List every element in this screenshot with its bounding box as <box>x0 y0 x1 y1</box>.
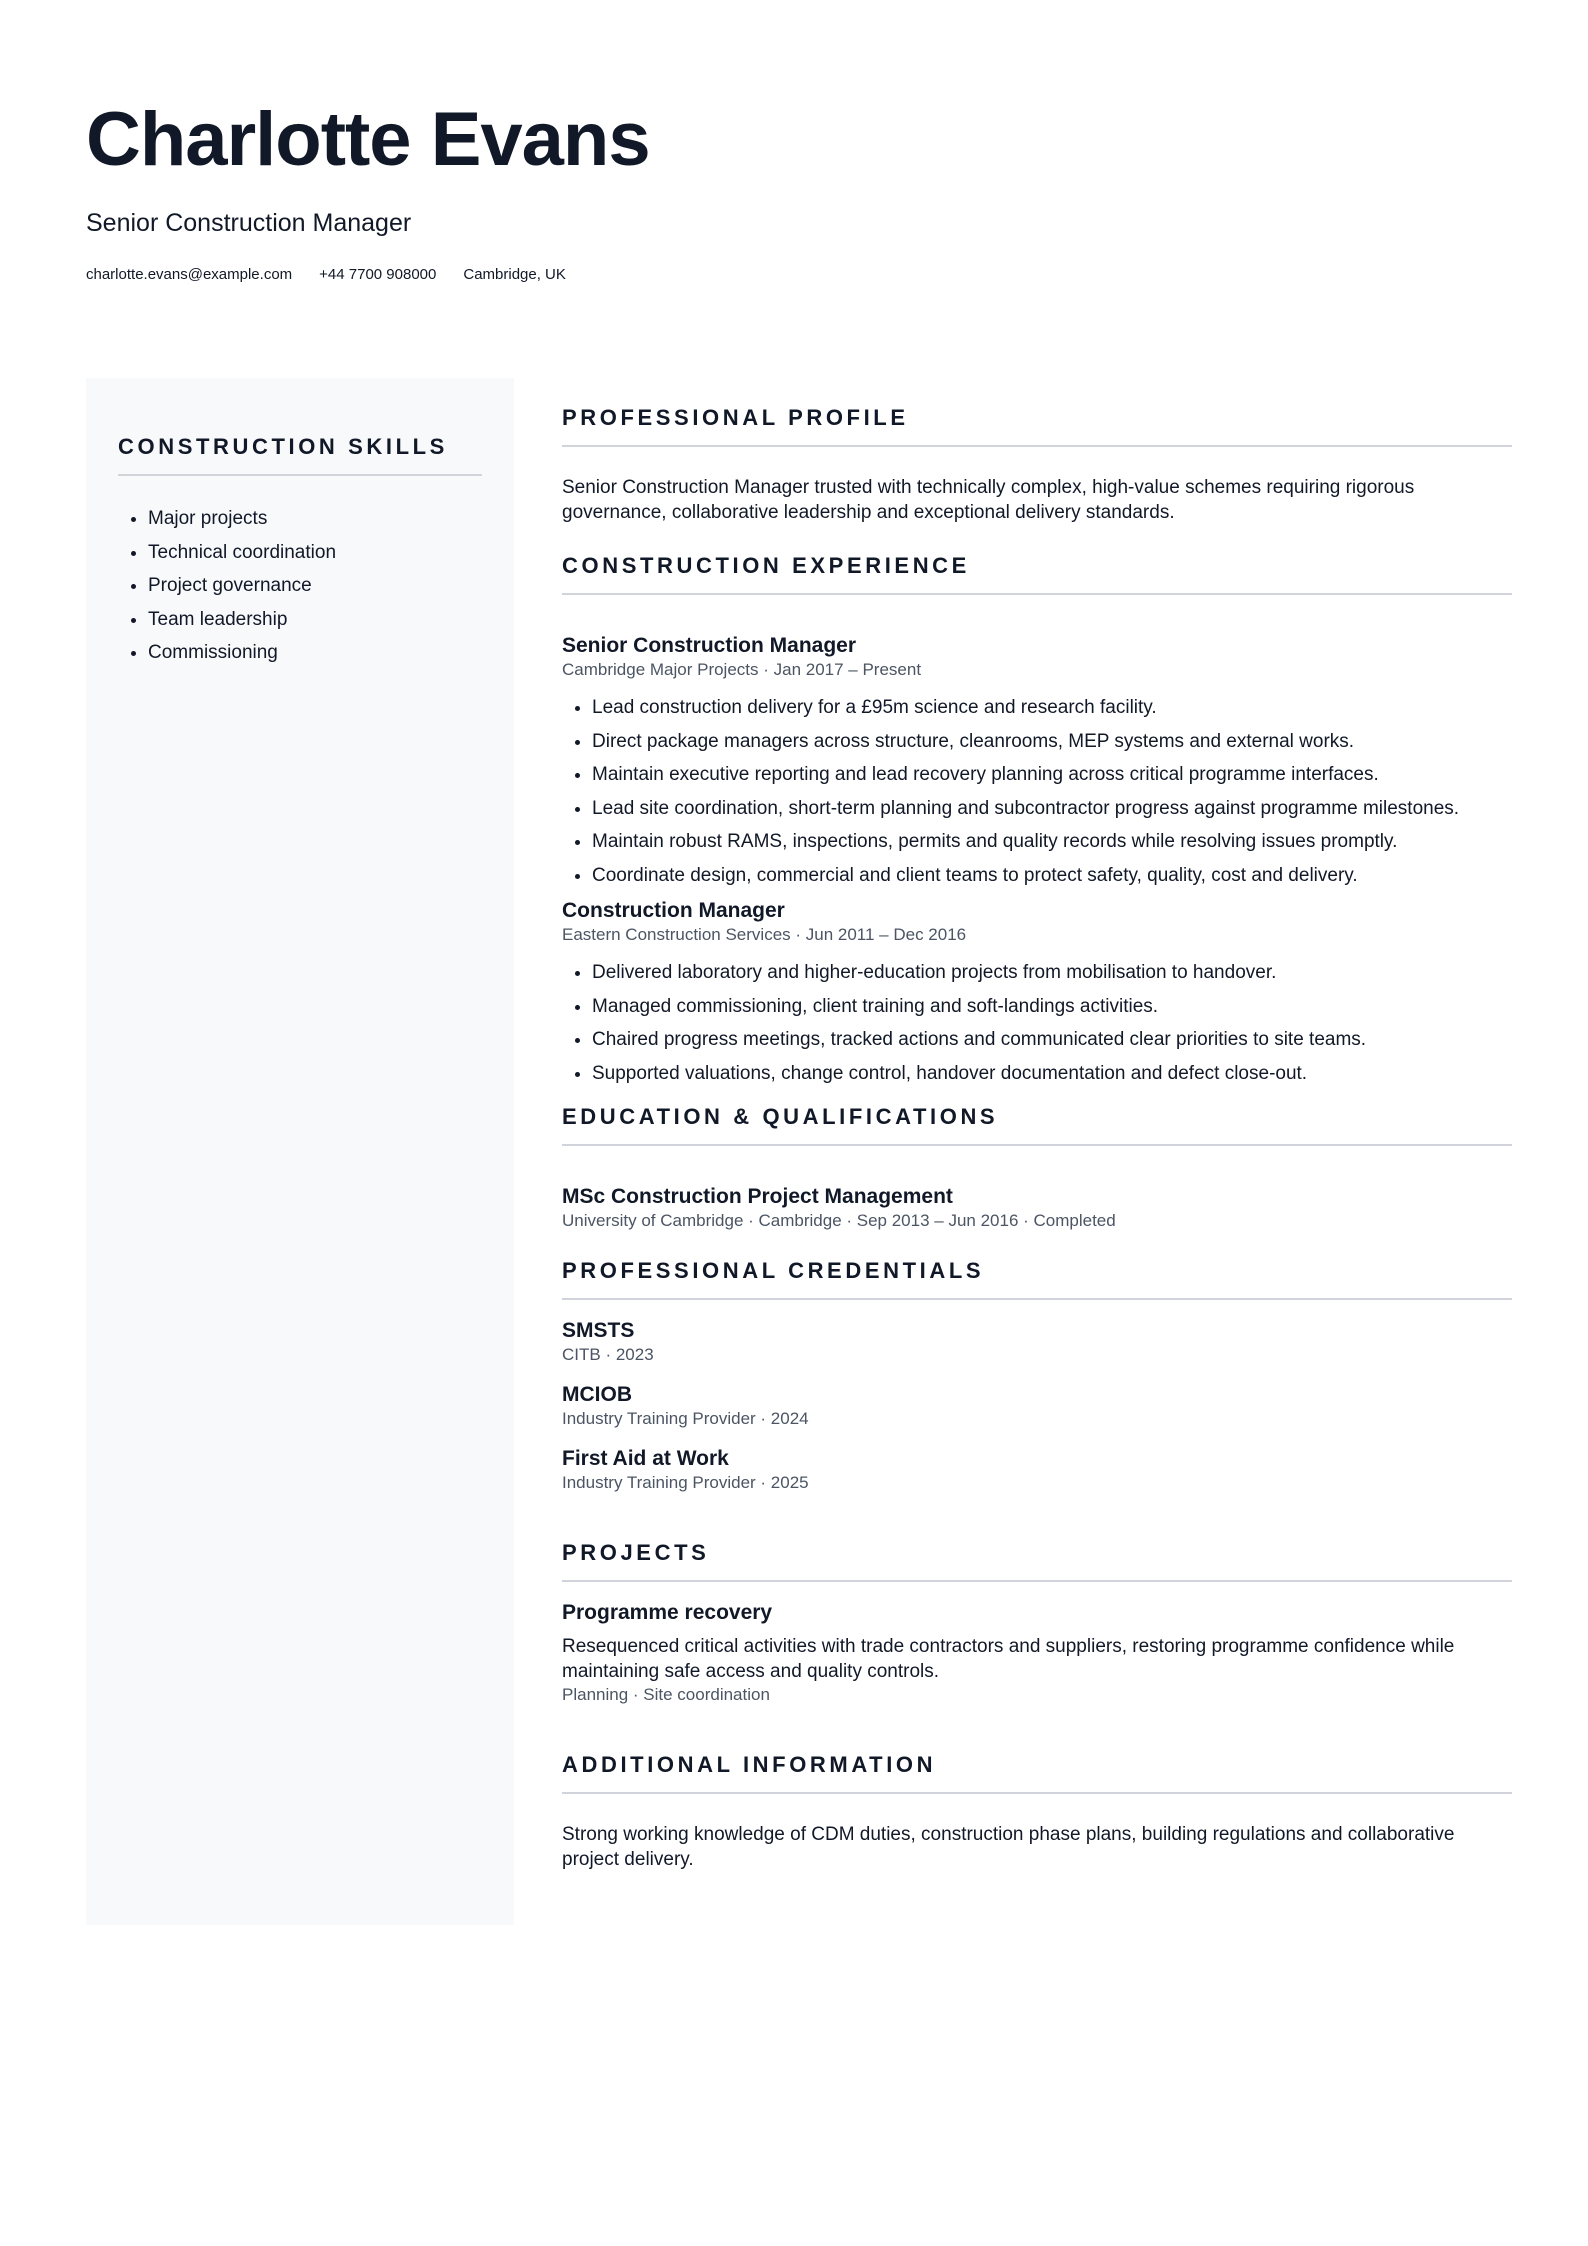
experience-section <box>562 553 1512 1086</box>
job-bullets <box>562 960 1512 1086</box>
skill-item: • Technical coordination <box>148 536 482 570</box>
job-bullet: • Lead construction delivery for a £95m science and research facility. <box>592 695 1512 720</box>
skill-item: • Project governance <box>148 569 482 603</box>
degree-meta: University of Cambridge · Cambridge · Sep 2013 – Jun 2016 · Completed <box>562 1210 1116 1230</box>
contact-row <box>86 266 650 284</box>
candidate-name: Charlotte Evans <box>86 97 650 182</box>
credential-meta: Industry Training Provider · 2024 <box>562 1408 809 1428</box>
credential-name: First Aid at Work <box>562 1446 729 1470</box>
credential-name: MCIOB <box>562 1382 632 1406</box>
credentials-section <box>562 1258 1512 1494</box>
project-tags: Planning · Site coordination <box>562 1684 770 1704</box>
job-bullet: • Managed commissioning, client training and soft-landings activities. <box>592 994 1512 1019</box>
credentials-heading: PROFESSIONAL CREDENTIALS <box>562 1258 1512 1300</box>
contact-location: Cambridge, UK <box>463 266 566 283</box>
sidebar <box>86 378 514 1925</box>
job-bullet: • Supported valuations, change control, handover documentation and defect close-out. <box>592 1061 1512 1086</box>
projects-section <box>562 1540 1512 1706</box>
job-meta: Cambridge Major Projects · Jan 2017 – Present <box>562 660 922 679</box>
job-bullets <box>562 695 1512 888</box>
experience-heading: CONSTRUCTION EXPERIENCE <box>562 553 1512 595</box>
credential-name: SMSTS <box>562 1318 635 1342</box>
job-meta: Eastern Construction Services · Jun 2011 – Dec 2016 <box>562 924 967 944</box>
job-role: Senior Construction Manager <box>562 634 857 657</box>
skills-heading: CONSTRUCTION SKILLS <box>118 434 482 476</box>
additional-section <box>562 1752 1512 1872</box>
job-bullet: • Maintain executive reporting and lead recovery planning across critical programme interfaces. <box>592 762 1512 787</box>
profile-section <box>562 405 1512 525</box>
additional-text: Strong working knowledge of CDM duties, construction phase plans, building regulations and collaborative project delivery. <box>562 1823 1455 1870</box>
profile-heading: PROFESSIONAL PROFILE <box>562 405 1512 447</box>
credential-meta: Industry Training Provider · 2025 <box>562 1472 809 1492</box>
education-heading: EDUCATION & QUALIFICATIONS <box>562 1104 1512 1146</box>
job-bullet: • Coordinate design, commercial and client teams to protect safety, quality, cost and delivery. <box>592 863 1512 888</box>
credential-meta: CITB · 2023 <box>562 1344 654 1364</box>
skills-list <box>118 502 482 670</box>
degree-name: MSc Construction Project Management <box>562 1184 953 1208</box>
credential-entry <box>562 1446 1512 1494</box>
contact-email[interactable]: charlotte.evans@example.com <box>86 266 293 283</box>
candidate-title: Senior Construction Manager <box>86 209 412 237</box>
main-content <box>562 405 1512 1872</box>
job-bullet: • Direct package managers across structure, cleanrooms, MEP systems and external works. <box>592 729 1512 754</box>
additional-heading: ADDITIONAL INFORMATION <box>562 1752 1512 1794</box>
credential-entry <box>562 1382 1512 1430</box>
project-description: Resequenced critical activities with trade contractors and suppliers, restoring programme confidence while maintaining safe access and quality controls. <box>562 1635 1455 1682</box>
education-entry <box>562 1184 1512 1232</box>
skill-item: • Major projects <box>148 502 482 536</box>
profile-text: Senior Construction Manager trusted with technically complex, high-value schemes requiring rigorous governance, collaborative leadership and exceptional delivery standards. <box>562 477 1415 523</box>
contact-phone[interactable]: +44 7700 908000 <box>319 266 437 283</box>
projects-heading: PROJECTS <box>562 1540 1512 1582</box>
job-bullet: • Chaired progress meetings, tracked actions and communicated clear priorities to site teams. <box>592 1027 1512 1052</box>
job-bullet: • Lead site coordination, short-term planning and subcontractor progress against programme milestones. <box>592 796 1512 821</box>
job-entry <box>562 898 1512 1086</box>
credential-entry <box>562 1318 1512 1366</box>
skill-item: • Team leadership <box>148 603 482 637</box>
job-bullet: • Maintain robust RAMS, inspections, permits and quality records while resolving issues promptly. <box>592 829 1512 854</box>
job-entry <box>562 633 1512 888</box>
project-name: Programme recovery <box>562 1600 773 1624</box>
resume-header <box>86 92 650 284</box>
project-entry <box>562 1600 1512 1706</box>
skill-item: • Commissioning <box>148 636 482 670</box>
education-section <box>562 1104 1512 1232</box>
job-bullet: • Delivered laboratory and higher-education projects from mobilisation to handover. <box>592 960 1512 985</box>
job-role: Construction Manager <box>562 898 785 922</box>
